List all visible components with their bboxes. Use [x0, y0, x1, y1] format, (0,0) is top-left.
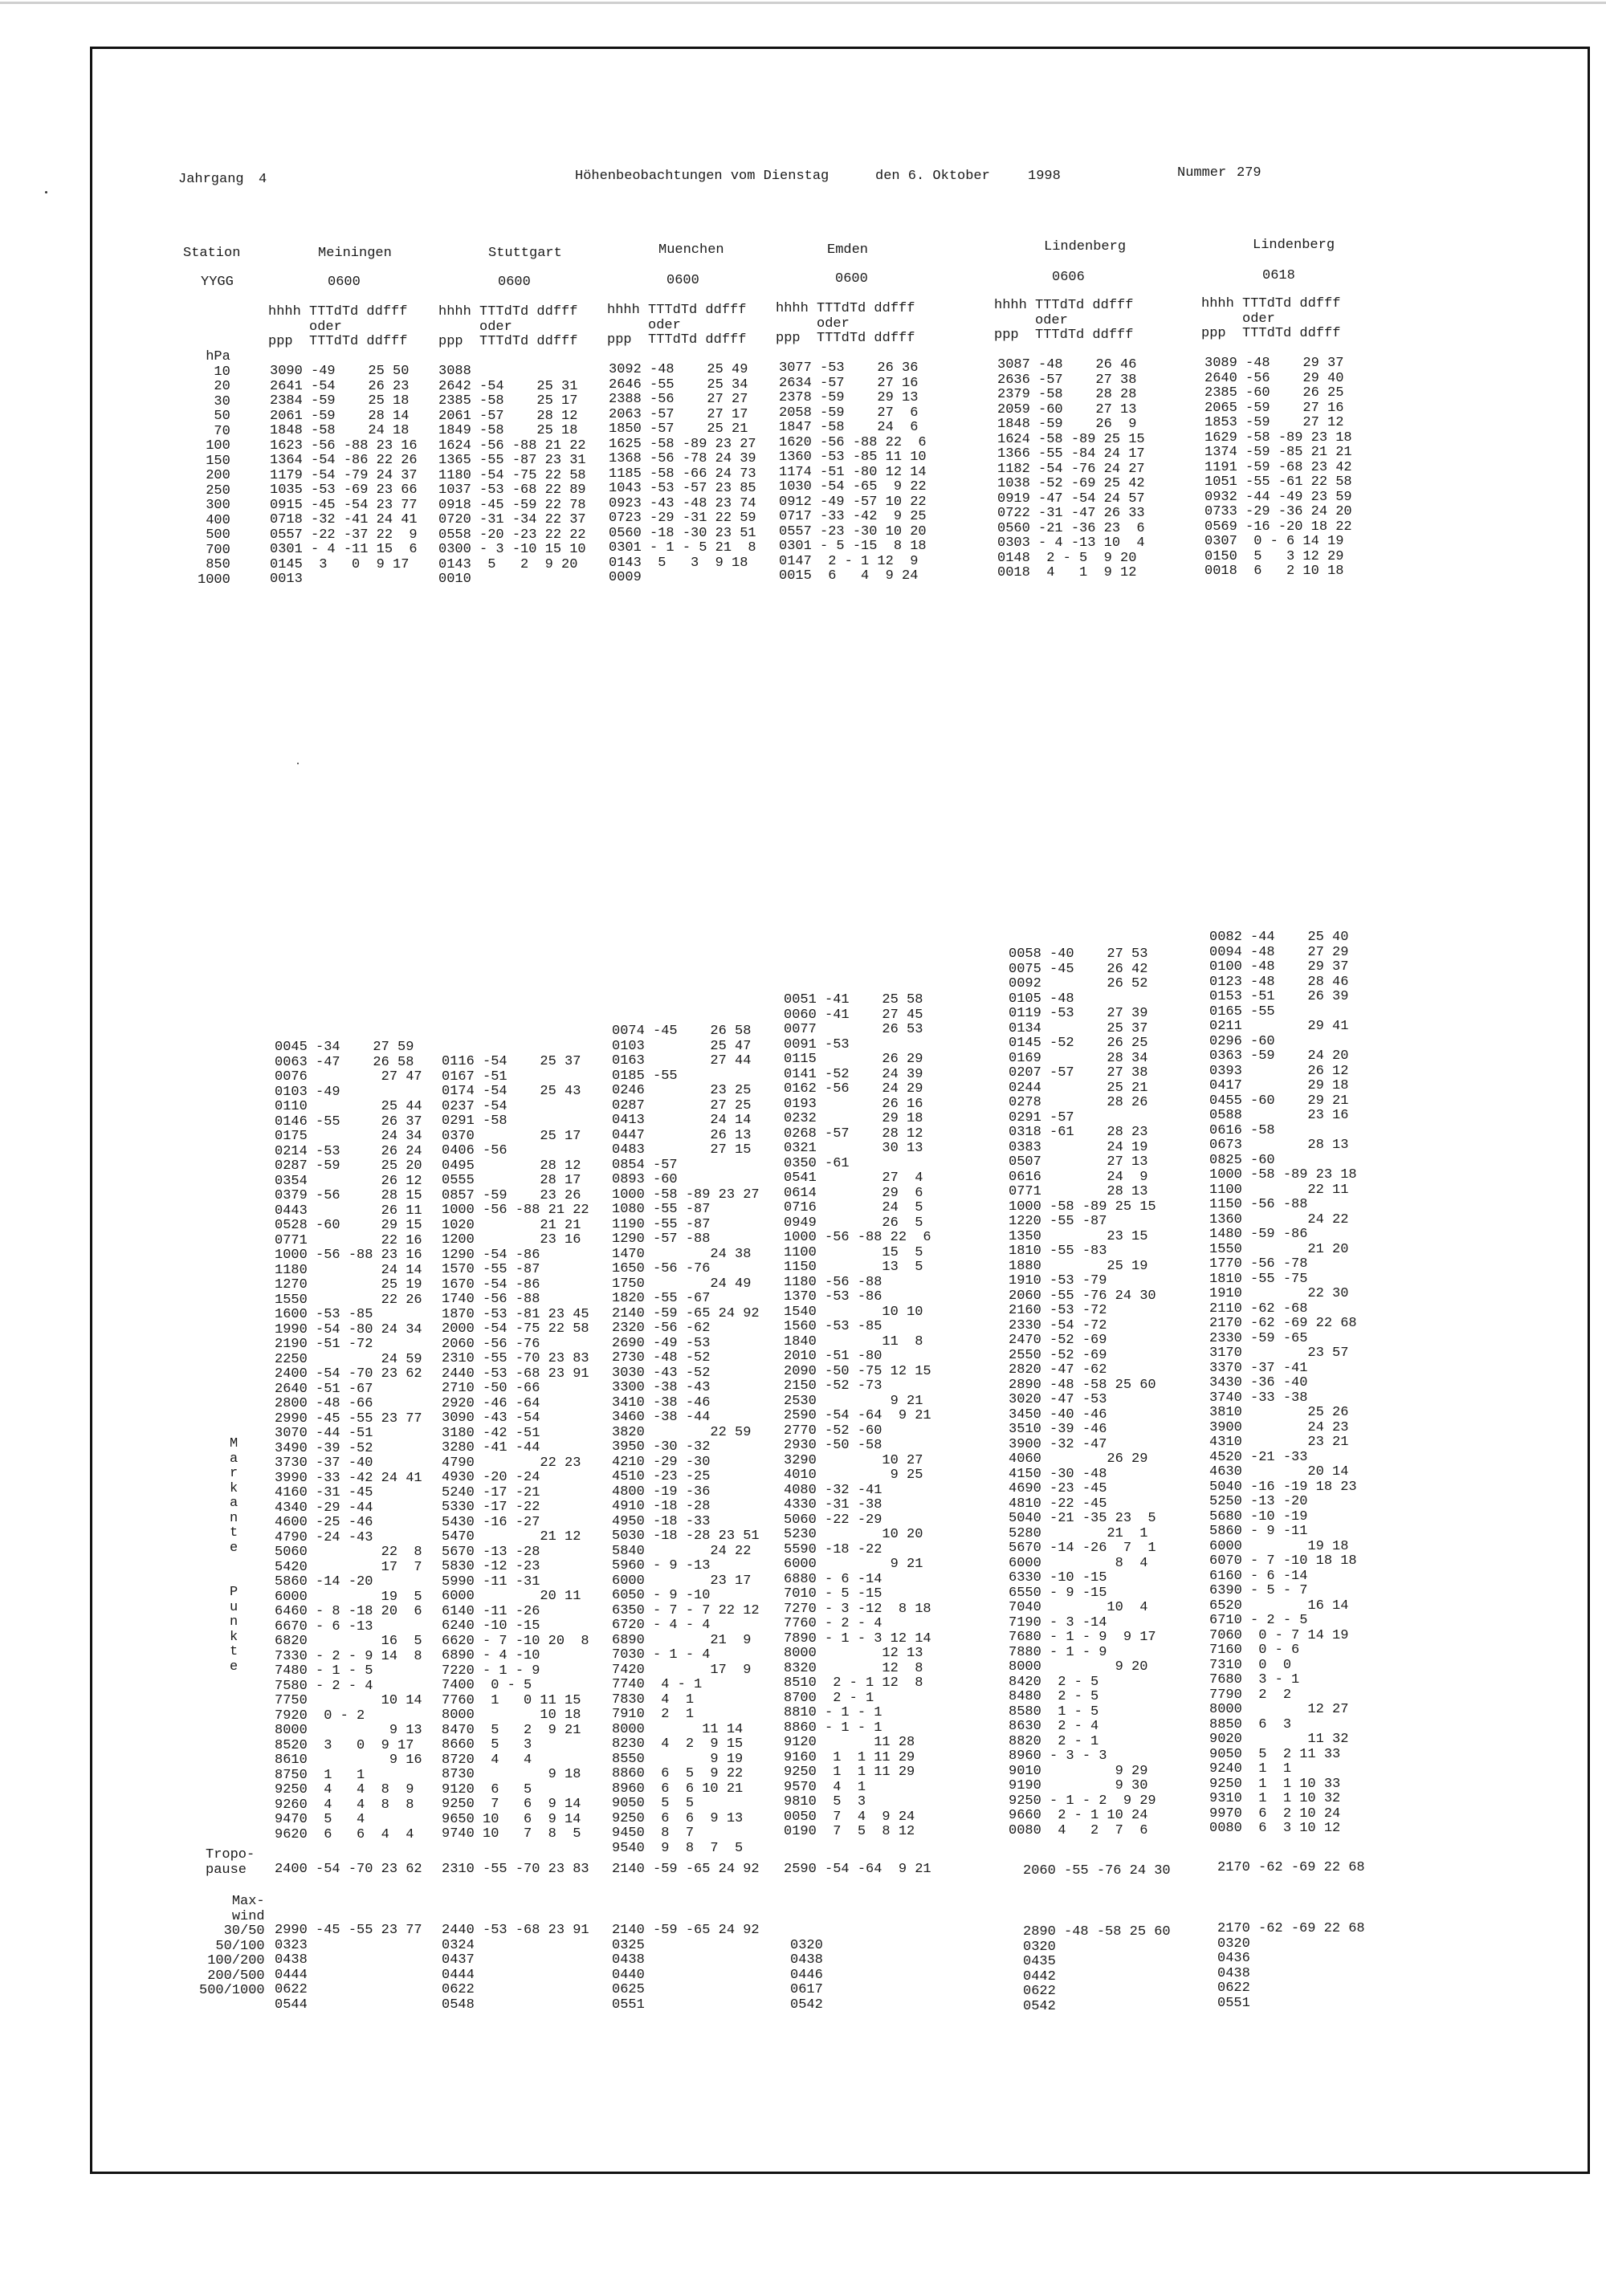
report-date: den 6. Oktober: [875, 169, 990, 184]
markante-punkte-lindenberg-0606: 0058 -40 27 53 0075 -45 26 42 0092 26 52 0105 -48 0119 -53 27 39 0134 25 37 0145 -52 26 25 0169 28 34 0207 -57 27 38 0244 25 21 0278 28 26 0291 -57 0318 -61 28 23 0383 24 19 0507 27 13 0616 24 9 0771 28 13 1000 -58 -89 25 15 1220 -55 -87 1350 23 15 1810 -55 -83 1880 25 19 1910 -53 -79 2060 -55 -76 24 30 2160 -53 -72 2330 -54 -72 2470 -52 -69 2550 -52 -69 2820 -47 -62 2890 -48 -58 25 60 3020 -47 -53 3450 -40 -46 3510 -39 -46 3900 -32 -47 4060 26 29 4150 -30 -48 4690 -23 -45 4810 -22 -45 5040 -21 -35 23 5 5280 21 1 5670 -14 -26 7 1 6000 8 4 6330 -10 -15 6550 - 9 -15 7040 10 4 7190 - 3 -14 7680 - 1 - 9 9 17 7880 - 1 - 9 8000 9 20 8420 2 - 5 8480 2 - 5 8580 1 - 5 8630 2 - 4 8820 2 - 1 8960 - 3 - 3 9010 9 29 9190 9 30 9250 - 1 - 2 9 29 9660 2 - 1 10 24 0080 4 2 7 6: [1009, 946, 1156, 1838]
station-name-emden: Emden: [827, 242, 869, 258]
station-label: Station: [183, 246, 241, 261]
maxwind-emden: 0320 0438 0446 0617 0542: [790, 1937, 823, 2013]
markante-punkte-label: M a r k a n t e P u n k t e: [230, 1436, 238, 1675]
standard-levels-meiningen: 3090 -49 25 50 2641 -54 26 23 2384 -59 25 18 2061 -59 28 14 1848 -58 24 18 1623 -56 -88 23 16 1364 -54 -86 22 26 1179 -54 -79 24 37 1035 -53 -69 23 66 0915 -45 -54 23 77 0718 -32 -41 24 41 0557 -22 -37 22 9 0301 - 4 -11 15 6 0145 3 0 9 17 0013: [270, 364, 418, 587]
column-header: hhhh TTTdTd ddfff oder ppp TTTdTd ddfff: [268, 304, 408, 349]
maxwind-lindenberg-0606: 2890 -48 -58 25 60 0320 0435 0442 0622 0542: [1023, 1924, 1171, 2014]
jahrgang-value: 4: [259, 172, 267, 187]
column-header: hhhh TTTdTd ddfff oder ppp TTTdTd ddfff: [776, 301, 915, 346]
maxwind-stuttgart: 2440 -53 -68 23 91 0324 0437 0444 0622 0548: [442, 1923, 589, 2013]
standard-levels-lindenberg-0606: 3087 -48 26 46 2636 -57 27 38 2379 -58 28 28 2059 -60 27 13 1848 -59 26 9 1624 -58 -89 25 15 1366 -55 -84 24 17 1182 -54 -76 24 27 1038 -52 -69 25 42 0919 -47 -54 24 57 0722 -31 -47 26 33 0560 -21 -36 23 6 0303 - 4 -13 10 4 0148 2 - 5 9 20 0018 4 1 9 12: [997, 357, 1145, 580]
maxwind-muenchen: 2140 -59 -65 24 92 0325 0438 0440 0625 0551: [612, 1923, 760, 2013]
station-name-stuttgart: Stuttgart: [488, 246, 562, 261]
station-time: 0606: [1052, 270, 1085, 285]
tropopause-emden: 2590 -54 -64 9 21: [784, 1862, 931, 1877]
column-header: hhhh TTTdTd ddfff oder ppp TTTdTd ddfff: [1201, 296, 1341, 341]
tropopause-lindenberg-0618: 2170 -62 -69 22 68: [1217, 1860, 1365, 1875]
jahrgang-label: Jahrgang: [178, 172, 244, 187]
station-name-lindenberg-0606: Lindenberg: [1044, 239, 1127, 254]
tropopause-lindenberg-0606: 2060 -55 -76 24 30: [1023, 1863, 1171, 1879]
markante-punkte-stuttgart: 0116 -54 25 37 0167 -51 0174 -54 25 43 0237 -54 0291 -58 0370 25 17 0406 -56 0495 28 12 0555 28 17 0857 -59 23 26 1000 -56 -88 21 22 1020 21 21 1200 23 16 1290 -54 -86 1570 -55 -87 1670 -54 -86 1740 -56 -88 1870 -53 -81 23 45 2000 -54 -75 22 58 2060 -56 -76 2310 -55 -70 23 83 2440 -53 -68 23 91 2710 -50 -66 2920 -46 -64 3090 -43 -54 3180 -42 -51 3280 -41 -44 4790 22 23 4930 -20 -24 5240 -17 -21 5330 -17 -22 5430 -16 -27 5470 21 12 5670 -13 -28 5830 -12 -23 5990 -11 -31 6000 20 11 6140 -11 -26 6240 -10 -15 6620 - 7 -10 20 8 6890 - 4 -10 7220 - 1 - 9 7400 0 - 5 7760 1 0 11 15 8000 10 18 8470 5 2 9 21 8660 5 3 8720 4 4 8730 9 18 9120 6 5 9250 7 6 9 14 9650 10 6 9 14 9740 10 7 8 5: [442, 1054, 589, 1842]
station-time: 0600: [328, 275, 361, 290]
scan-speck: [297, 763, 299, 764]
maxwind-labels: Max- wind 30/50 50/100 100/200 200/500 500/1000: [199, 1894, 265, 1998]
tropopause-label: Tropo- pause: [206, 1847, 255, 1878]
report-year: 1998: [1028, 169, 1061, 184]
nummer-value: 279: [1237, 165, 1262, 181]
station-time: 0600: [666, 273, 699, 288]
station-name-muenchen: Muenchen: [658, 242, 724, 258]
page-title: Höhenbeobachtungen vom Dienstag: [575, 169, 829, 184]
station-time: 0618: [1262, 268, 1295, 283]
hpa-level-labels: hPa 10 20 30 50 70 100 150 200 250 300 400 500 700 850 1000: [198, 349, 230, 588]
standard-levels-emden: 3077 -53 26 36 2634 -57 27 16 2378 -59 29 13 2058 -59 27 6 1847 -58 24 6 1620 -56 -88 22 6 1360 -53 -85 11 10 1174 -51 -80 12 14 1030 -54 -65 9 22 0912 -49 -57 10 22 0717 -33 -42 9 25 0557 -23 -30 10 20 0301 - 5 -15 8 18 0147 2 - 1 12 9 0015 6 4 9 24: [779, 360, 927, 584]
yygg-label: YYGG: [201, 275, 234, 290]
column-header: hhhh TTTdTd ddfff oder ppp TTTdTd ddfff: [994, 298, 1134, 343]
column-header: hhhh TTTdTd ddfff oder ppp TTTdTd ddfff: [607, 303, 747, 348]
maxwind-meiningen: 2990 -45 -55 23 77 0323 0438 0444 0622 0544: [275, 1923, 422, 2013]
maxwind-lindenberg-0618: 2170 -62 -69 22 68 0320 0436 0438 0622 0551: [1217, 1921, 1365, 2011]
top-edge-line: [0, 2, 1606, 4]
station-name-meiningen: Meiningen: [318, 246, 392, 261]
markante-punkte-meiningen: 0045 -34 27 59 0063 -47 26 58 0076 27 47 0103 -49 0110 25 44 0146 -55 26 37 0175 24 34 0214 -53 26 24 0287 -59 25 20 0354 26 12 0379 -56 28 15 0443 26 11 0528 -60 29 15 0771 22 16 1000 -56 -88 23 16 1180 24 14 1270 25 19 1550 22 26 1600 -53 -85 1990 -54 -80 24 34 2190 -51 -72 2250 24 59 2400 -54 -70 23 62 2640 -51 -67 2800 -48 -66 2990 -45 -55 23 77 3070 -44 -51 3490 -39 -52 3730 -37 -40 3990 -33 -42 24 41 4160 -31 -45 4340 -29 -44 4600 -25 -46 4790 -24 -43 5060 22 8 5420 17 7 5860 -14 -20 6000 19 5 6460 - 8 -18 20 6 6670 - 6 -13 6820 16 5 7330 - 2 - 9 14 8 7480 - 1 - 5 7580 - 2 - 4 7750 10 14 7920 0 - 2 8000 9 13 8520 3 0 9 17 8610 9 16 8750 1 1 9250 4 4 8 9 9260 4 4 8 8 9470 5 4 9620 6 6 4 4: [275, 1040, 422, 1842]
markante-punkte-lindenberg-0618: 0082 -44 25 40 0094 -48 27 29 0100 -48 29 37 0123 -48 28 46 0153 -51 26 39 0165 -55 0211 29 41 0296 -60 0363 -59 24 20 0393 26 12 0417 29 18 0455 -60 29 21 0588 23 16 0616 -58 0673 28 13 0825 -60 1000 -58 -89 23 18 1100 22 11 1150 -56 -88 1360 24 22 1480 -59 -86 1550 21 20 1770 -56 -78 1810 -55 -75 1910 22 30 2110 -62 -68 2170 -62 -69 22 68 2330 -59 -65 3170 23 57 3370 -37 -41 3430 -36 -40 3740 -33 -38 3810 25 26 3900 24 23 4310 23 21 4520 -21 -33 4630 20 14 5040 -16 -19 18 23 5250 -13 -20 5680 -10 -19 5860 - 9 -11 6000 19 18 6070 - 7 -10 18 18 6160 - 6 -14 6390 - 5 - 7 6520 16 14 6710 - 2 - 5 7060 0 - 7 14 19 7160 0 - 6 7310 0 0 7680 3 - 1 7790 2 2 8000 12 27 8850 6 3 9020 11 32 9050 5 2 11 33 9240 1 1 9250 1 1 10 33 9310 1 1 10 32 9970 6 2 10 24 0080 6 3 10 12: [1209, 930, 1357, 1836]
tropopause-muenchen: 2140 -59 -65 24 92: [612, 1862, 760, 1877]
station-time: 0600: [835, 271, 868, 287]
markante-punkte-emden: 0051 -41 25 58 0060 -41 27 45 0077 26 53 0091 -53 0115 26 29 0141 -52 24 39 0162 -56 24 29 0193 26 16 0232 29 18 0268 -57 28 12 0321 30 13 0350 -61 0541 27 4 0614 29 6 0716 24 5 0949 26 5 1000 -56 -88 22 6 1100 15 5 1150 13 5 1180 -56 -88 1370 -53 -86 1540 10 10 1560 -53 -85 1840 11 8 2010 -51 -80 2090 -50 -75 12 15 2150 -52 -73 2530 9 21 2590 -54 -64 9 21 2770 -52 -60 2930 -50 -58 3290 10 27 4010 9 25 4080 -32 -41 4330 -31 -38 5060 -22 -29 5230 10 20 5590 -18 -22 6000 9 21 6880 - 6 -14 7010 - 5 -15 7270 - 3 -12 8 18 7760 - 2 - 4 7890 - 1 - 3 12 14 8000 12 13 8320 12 8 8510 2 - 1 12 8 8700 2 - 1 8810 - 1 - 1 8860 - 1 - 1 9120 11 28 9160 1 1 11 29 9250 1 1 11 29 9570 4 1 9810 5 3 0050 7 4 9 24 0190 7 5 8 12: [784, 992, 931, 1839]
nummer-label: Nummer: [1177, 165, 1227, 181]
tropopause-stuttgart: 2310 -55 -70 23 83: [442, 1862, 589, 1877]
markante-punkte-muenchen: 0074 -45 26 58 0103 25 47 0163 27 44 0185 -55 0246 23 25 0287 27 25 0413 24 14 0447 26 13 0483 27 15 0854 -57 0893 -60 1000 -58 -89 23 27 1080 -55 -87 1190 -55 -87 1290 -57 -88 1470 24 38 1650 -56 -76 1750 24 49 1820 -55 -67 2140 -59 -65 24 92 2320 -56 -62 2690 -49 -53 2730 -48 -52 3030 -43 -52 3300 -38 -43 3410 -38 -46 3460 -38 -44 3820 22 59 3950 -30 -32 4210 -29 -30 4510 -23 -25 4800 -19 -36 4910 -18 -28 4950 -18 -33 5030 -18 -28 23 51 5840 24 22 5960 - 9 -13 6000 23 17 6050 - 9 -10 6350 - 7 - 7 22 12 6720 - 4 - 4 6890 21 9 7030 - 1 - 4 7420 17 9 7740 4 - 1 7830 4 1 7910 2 1 8000 11 14 8230 4 2 9 15 8550 9 19 8860 6 5 9 22 8960 6 6 10 21 9050 5 5 9250 6 6 9 13 9450 8 7 9540 9 8 7 5: [612, 1024, 760, 1856]
station-name-lindenberg-0618: Lindenberg: [1253, 238, 1335, 253]
station-time: 0600: [498, 275, 531, 290]
standard-levels-stuttgart: 3088 2642 -54 25 31 2385 -58 25 17 2061 -57 28 12 1849 -58 25 18 1624 -56 -88 21 22 1365 -55 -87 23 31 1180 -54 -75 22 58 1037 -53 -68 22 89 0918 -45 -59 22 78 0720 -31 -34 22 37 0558 -20 -23 22 22 0300 - 3 -10 15 10 0143 5 2 9 20 0010: [438, 364, 586, 587]
column-header: hhhh TTTdTd ddfff oder ppp TTTdTd ddfff: [438, 304, 578, 349]
tropopause-meiningen: 2400 -54 -70 23 62: [275, 1862, 422, 1877]
standard-levels-muenchen: 3092 -48 25 49 2646 -55 25 34 2388 -56 27 27 2063 -57 27 17 1850 -57 25 21 1625 -58 -89 23 27 1368 -56 -78 24 39 1185 -58 -66 24 73 1043 -53 -57 23 85 0923 -43 -48 23 74 0723 -29 -31 22 59 0560 -18 -30 23 51 0301 - 1 - 5 21 8 0143 5 3 9 18 0009: [609, 362, 756, 585]
standard-levels-lindenberg-0618: 3089 -48 29 37 2640 -56 29 40 2385 -60 26 25 2065 -59 27 16 1853 -59 27 12 1629 -58 -89 23 18 1374 -59 -85 21 21 1191 -59 -68 23 42 1051 -55 -61 22 58 0932 -44 -49 23 59 0733 -29 -36 24 20 0569 -16 -20 18 22 0307 0 - 6 14 19 0150 5 3 12 29 0018 6 2 10 18: [1204, 356, 1352, 579]
scan-speck: [45, 191, 47, 193]
